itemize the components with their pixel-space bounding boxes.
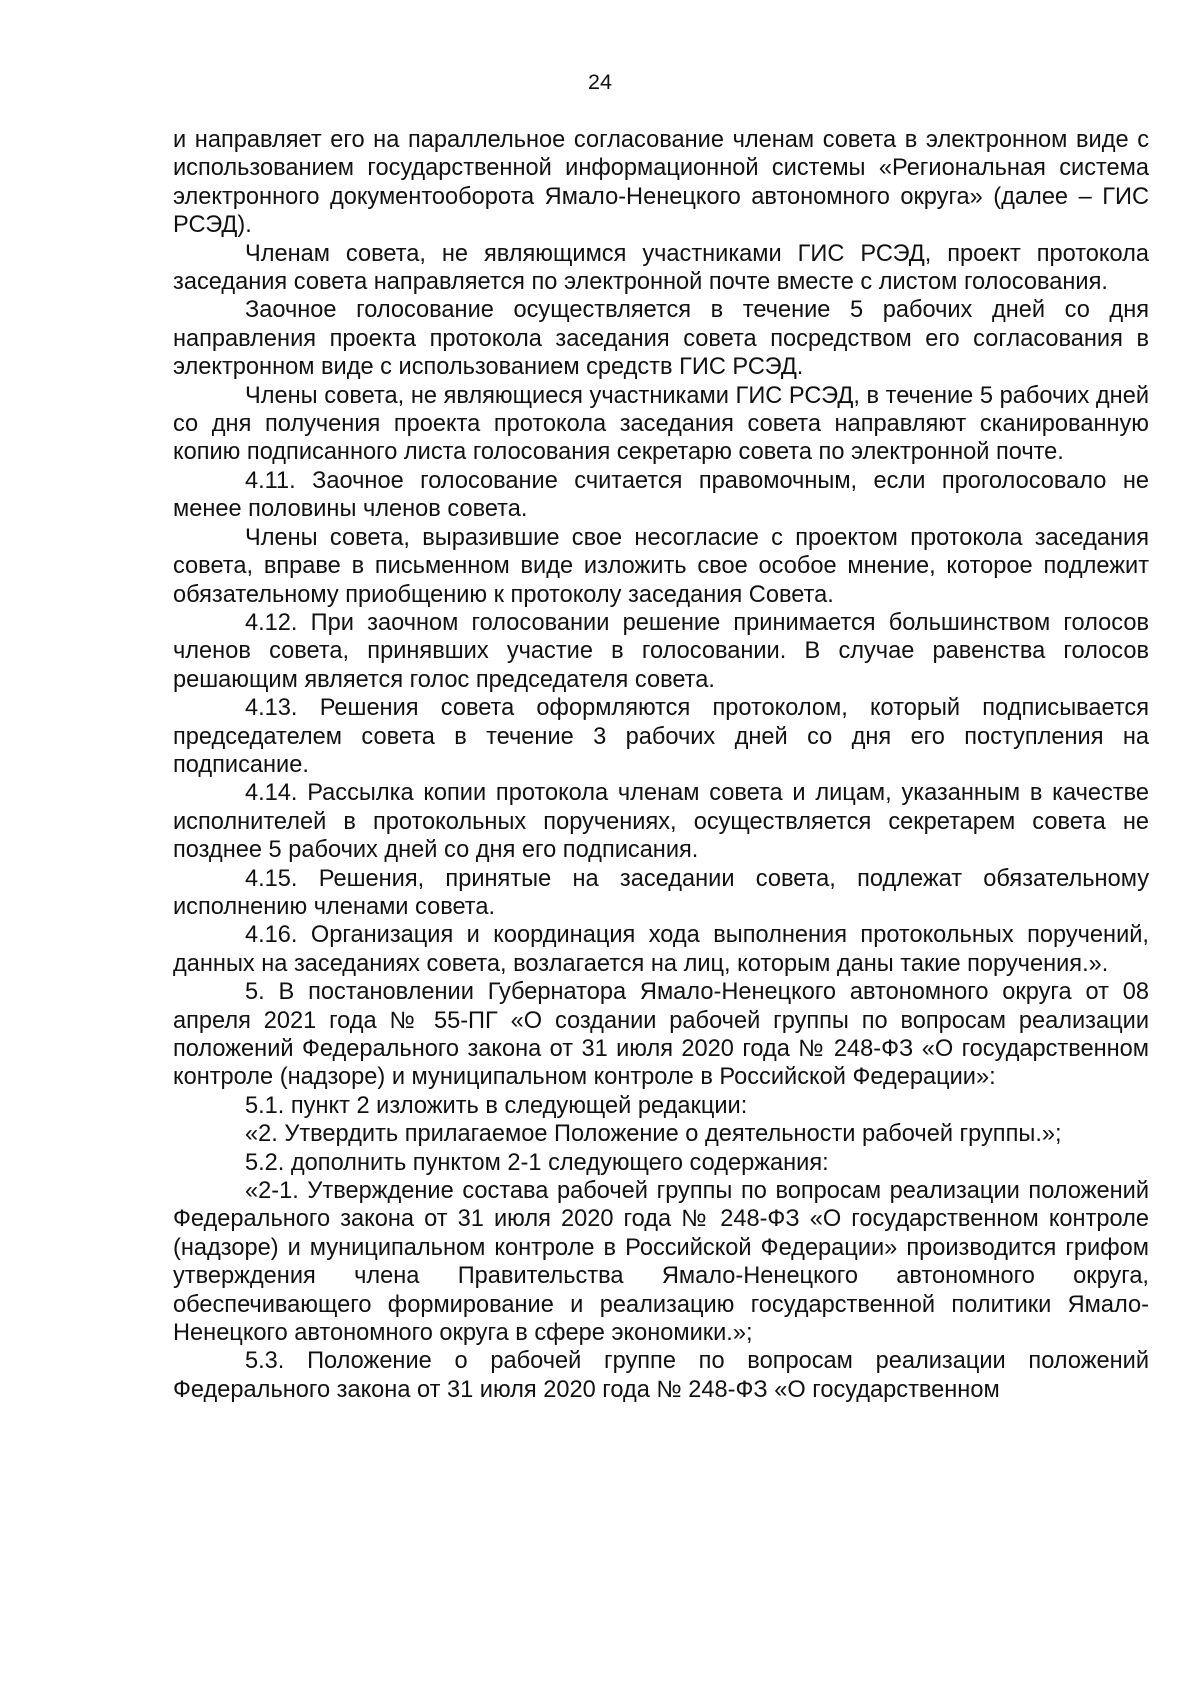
paragraph: Членам совета, не являющимся участниками ГИС РСЭД, проект протокола заседания совета направляется по электронной почте вместе с листом голосования. bbox=[173, 240, 1149, 296]
page-number: 24 bbox=[588, 70, 612, 94]
paragraph: 5. В постановлении Губернатора Ямало-Ненецкого автономного округа от 08 апреля 2021 года № 55-ПГ «О создании рабочей группы по вопросам реализации положений Федерального закона от 31 июля 2020 года № 248-ФЗ «О государственном контроле (надзоре) и муниципальном контроле в Российской Федерации»: bbox=[173, 979, 1149, 1091]
paragraph: и направляет его на параллельное согласование членам совета в электронном виде с использованием государственной информационной системы «Региональная система электронного документооборота Ямало-Ненецкого автономного округа» (далее – ГИС РСЭД). bbox=[173, 127, 1149, 239]
paragraph: 4.16. Организация и координация хода выполнения протокольных поручений, данных на заседаниях совета, возлагается на лиц, которым даны такие поручения.». bbox=[173, 922, 1149, 977]
paragraph: Члены совета, не являющиеся участниками ГИС РСЭД, в течение 5 рабочих дней со дня получения проекта протокола заседания совета направляют сканированную копию подписанного листа голосования секретарю совета по электронной почте. bbox=[173, 382, 1149, 466]
paragraph: 4.13. Решения совета оформляются протоколом, который подписывается председателем совета в течение 3 рабочих дней со дня его поступления на подписание. bbox=[173, 695, 1149, 778]
paragraph: Заочное голосование осуществляется в течение 5 рабочих дней со дня направления проекта протокола заседания совета посредством его согласования в электронном виде с использованием средств ГИС РСЭД. bbox=[173, 297, 1149, 381]
document-body bbox=[173, 126, 1149, 1404]
paragraph: «2. Утвердить прилагаемое Положение о деятельности рабочей группы.»; bbox=[245, 1121, 1062, 1148]
paragraph: 4.12. При заочном голосовании решение принимается большинством голосов членов совета, принявших участие в голосовании. В случае равенства голосов решающим является голос председателя совета. bbox=[173, 609, 1149, 693]
paragraph: 5.3. Положение о рабочей группе по вопросам реализации положений Федерального закона от 31 июля 2020 года № 248-ФЗ «О государственном bbox=[173, 1348, 1149, 1403]
paragraph: 5.2. дополнить пунктом 2-1 следующего содержания: bbox=[245, 1149, 829, 1176]
paragraph: 4.11. Заочное голосование считается правомочным, если проголосовало не менее половины членов совета. bbox=[173, 467, 1149, 523]
paragraph: 4.14. Рассылка копии протокола членам совета и лицам, указанным в качестве исполнителей в протокольных поручениях, осуществляется секретарем совета не позднее 5 рабочих дней со дня его подписания. bbox=[173, 780, 1149, 864]
paragraph: Члены совета, выразившие свое несогласие с проектом протокола заседания совета, вправе в письменном виде изложить свое особое мнение, которое подлежит обязательному приобщению к протоколу заседания Совета. bbox=[173, 524, 1149, 608]
paragraph: «2-1. Утверждение состава рабочей группы по вопросам реализации положений Федерального закона от 31 июля 2020 года № 248-ФЗ «О государственном контроле (надзоре) и муниципальном контроле в Российской Федерации» производится грифом утверждения члена Правительства Ямало-Ненецкого автономного округа, обеспечивающего формирование и реализацию государственной политики Ямало-Ненецкого автономного округа в сфере экономики.»; bbox=[173, 1178, 1149, 1347]
paragraph: 5.1. пункт 2 изложить в следующей редакции: bbox=[245, 1092, 748, 1119]
paragraph: 4.15. Решения, принятые на заседании совета, подлежат обязательному исполнению членами совета. bbox=[173, 865, 1149, 920]
